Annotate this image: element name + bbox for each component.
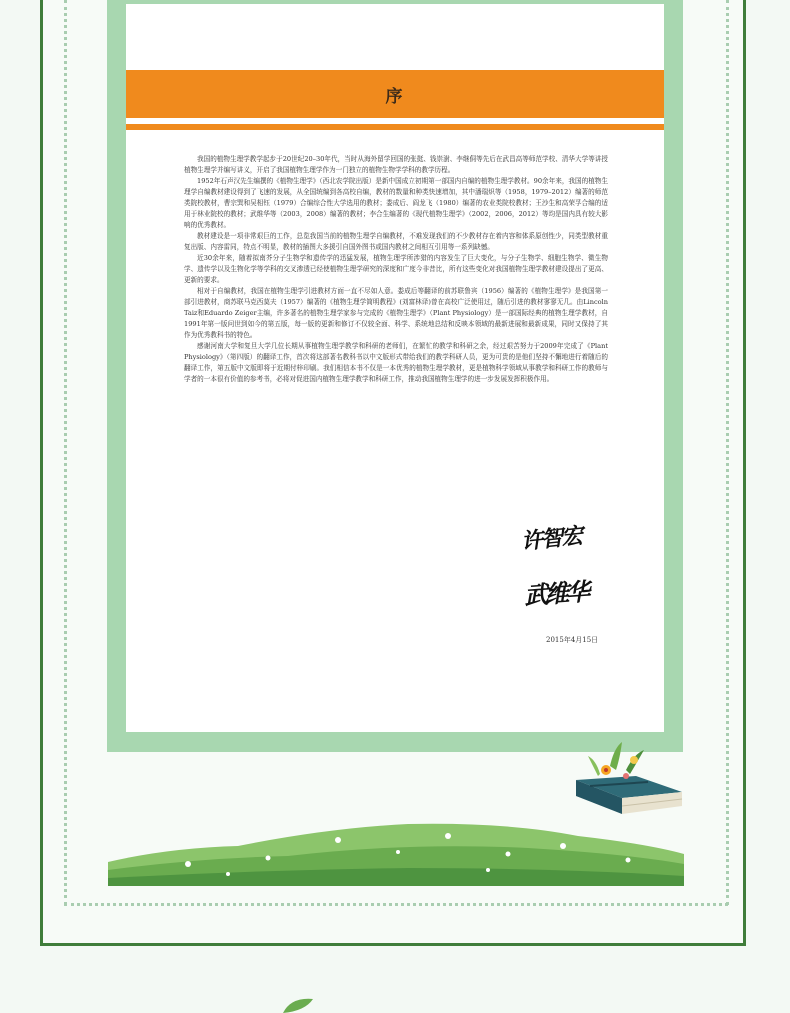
paragraph: 我国的植物生理学教学起步于20世纪20–30年代，当时从海外留学回国的张挺、钱崇澍、李继侗等先后在武昌高等师范学校、清华大学等讲授植物生理学并编写讲义，开启了我国植物生理学作为一门独立的植物生物学学科的教学历程。: [184, 155, 608, 174]
leaf-icon: [281, 995, 315, 1013]
paragraph: 相对于自编教材，我国在植物生理学引进教材方面一直不尽如人意。娄成后等翻译的前苏联鲁宾（1956）编著的《植物生理学》是我国第一部引进教材，商苏联马克西莫夫（1957）编著的《植物生理学简明教程》(刘富林译)曾在高校广泛使用过，随后引进的教材寥寥无几。由Lincoln Taiz和Eduardo Zeiger主编，许多著名的植物生理学家参与完成的《植物生理学》（Plant Physiology）是一部国际经典的植物生理学教材，自1991年第一版问世到如今的第五版，每一版的更新和修订不仅较全面、科学、系统地总结和反映本领域的最新进展和最新成果，同时又保持了其作为优秀教科书的特色。: [184, 287, 608, 339]
paragraph: 教材建设是一项非常艰巨的工作，总览我国当前的植物生理学自编教材，不难发现我们的不少教材存在着内容和体系原创性少，同类型教材重复出版、内容雷同，特点不明显，教材的插图大多援引自国外图书或国内教材之间相互引用等一系列缺憾。: [184, 232, 608, 251]
paragraph: 1952年石声汉先生编撰的《植物生理学》（西北农学院出版）是新中国成立初期第一部国内自编的植物生理学教材。90余年来，我国的植物生理学自编教材建设得到了飞速的发展，从全国统编到各高校自编，教材的数量和种类快速增加，其中潘瑞炽等（1958，1979–2012）编著的师范类院校教材，曹宗巽和吴相钰（1979）合编综合性大学选用的教材；娄成后、阎龙飞（1980）编著的农业类院校教材；王沙生和高荣孚合编的适用于林业院校的教材；武维华等（2003，2008）编著的教材；李合生编著的《现代植物生理学》（2002，2006，2012）等均是国内具有较大影响的优秀教材。: [184, 177, 608, 229]
grass-decoration: [108, 818, 684, 886]
signature-1: 许智宏: [520, 523, 583, 556]
preface-body: [184, 154, 608, 385]
dotted-border-right: [726, 0, 729, 905]
title-bar: [126, 70, 664, 118]
book-with-flowers-illustration: [570, 736, 688, 826]
paragraph: 感谢河南大学和复旦大学几位长期从事植物生理学教学和科研的老师们，在繁忙的教学和科研之余，经过艰苦努力于2009年完成了《Plant Physiology》（第四版）的翻译工作，首次将这部著名教科书以中文版形式带给我们的教学科研人员，更为可贵的是他们坚持不懈地进行着随后的翻译工作，第五版中文版即将于近期付梓印刷。我们相信本书不仅是一本优秀的植物生理学教材，更是植物科学领域从事教学和科研工作的教师与学者的一本很有价值的参考书，必将对促进国内植物生理学教学和科研工作，推动我国植物生理学的进一步发展发挥积极作用。: [184, 342, 608, 383]
title-underline: [126, 124, 664, 130]
page-title: 序: [385, 86, 405, 107]
dotted-border-left: [64, 0, 67, 905]
preface-page: [126, 4, 664, 732]
date-text: 2015年4月15日: [546, 636, 599, 644]
signature-2: 武维华: [523, 577, 589, 611]
paragraph: 近30余年来，随着拟南芥分子生物学和遗传学的迅猛发展，植物生理学所涉猎的内容发生了巨大变化，与分子生物学、细胞生物学、微生物学、遗传学以及生物化学等学科的交叉渗透已经使植物生理学研究的深度和广度今非昔比，所有这些变化对我国植物生理学教材建设提出了更高、更新的要求。: [184, 254, 608, 284]
dotted-border-bottom: [64, 903, 728, 906]
